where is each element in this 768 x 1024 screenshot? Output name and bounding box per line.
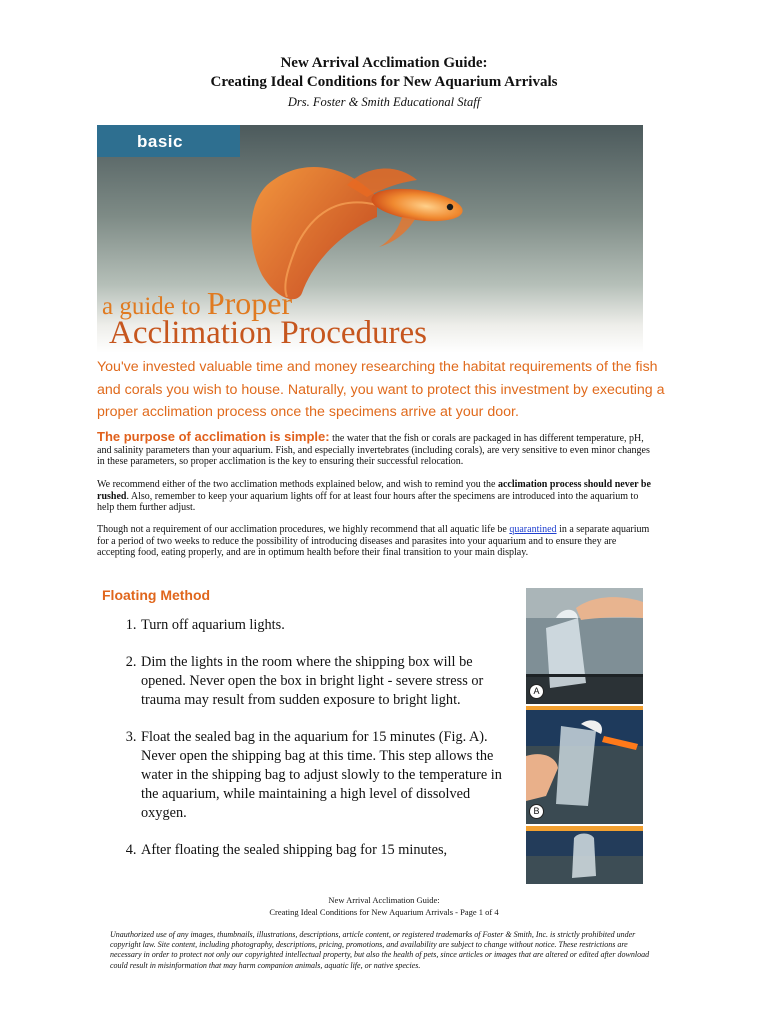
byline: Drs. Foster & Smith Educational Staff (287, 95, 481, 109)
floating-method-heading: Floating Method (102, 587, 211, 603)
document-header (0, 54, 768, 111)
banner-heading-emphasis: Proper (206, 285, 293, 321)
quarantine-text-after: in a separate aquarium for a period of two weeks to reduce the possibility of introducing diseases and parasites into your aquarium and to ensure they are accepting food, eating properly, and are in optimum health before their final transition to your main display. (97, 524, 650, 559)
list-item: 1. Turn off aquarium lights. (140, 616, 518, 635)
quarantine-text-before: Though not a requirement of our acclimation procedures, we highly recommend that all aquatic life be (97, 524, 510, 535)
figure-b-label: B (529, 804, 544, 819)
copyright-disclaimer: Unauthorized use of any images, thumbnails, illustrations, descriptions, article content, or registered trademarks of Foster & Smith, Inc. is strictly prohibited under copyright law. Site content, including photography, descriptions, pricing, promotions, and availability are subject to change without notice. These restrictions are necessary in order to protect not only our copyrighted intellectual property, but also the health of pets, since articles or images that are altered or edited after download could result in misinformation that may harm companion animals, aquatic life, or native species. (110, 930, 650, 970)
purpose-lead: The purpose of acclimation is simple: (97, 429, 330, 444)
recommend-paragraph (97, 479, 657, 514)
basic-tab-label: basic (97, 125, 240, 157)
figure-c-photo (526, 826, 643, 884)
figure-a-label: A (529, 684, 544, 699)
figure-a-photo (526, 588, 643, 704)
recommend-text-after: . Also, remember to keep your aquarium lights off for at least four hours after the specimens are introduced into the aquarium to help them further adjust. (97, 490, 639, 514)
banner-heading-prefix: a guide to (102, 293, 207, 320)
recommend-bold: acclimation process should never be rushed (97, 479, 651, 502)
figure-b-photo (526, 706, 643, 824)
quarantine-paragraph (97, 524, 657, 559)
floating-steps-list (98, 616, 518, 878)
banner-heading-line2: Acclimation Procedures (109, 315, 427, 351)
list-item: 2. Dim the lights in the room where the shipping box will be opened. Never open the box in bright light - severe stress or trauma may result from sudden exposure to bright light. (140, 653, 518, 710)
purpose-paragraph (97, 431, 657, 468)
list-item: 3. Float the sealed bag in the aquarium for 15 minutes (Fig. A). Never open the shipping bag at this time. This step allows the water in the shipping bag to adjust slowly to the temperature in the aquarium, while maintaining a high level of dissolved oxygen. (140, 728, 518, 823)
list-item: 4. After floating the sealed shipping bag for 15 minutes, (140, 841, 518, 860)
recommend-text-before: We recommend either of the two acclimation methods explained below, and wish to remind you the (97, 479, 498, 490)
guide-banner (97, 125, 643, 353)
quarantined-link[interactable]: quarantined (509, 524, 557, 535)
footer-line1: New Arrival Acclimation Guide: (328, 895, 440, 905)
footer-line2: Creating Ideal Conditions for New Aquarium Arrivals - Page 1 of 4 (269, 906, 499, 917)
document-title-line1: New Arrival Acclimation Guide: (280, 55, 488, 71)
intro-paragraph: You've invested valuable time and money researching the habitat requirements of the fish and corals you wish to house. Naturally, you want to protect this investment by executing a proper acclimation process once the specimens arrive at your door. (97, 359, 665, 420)
page-footer (0, 895, 768, 918)
document-title-line2: Creating Ideal Conditions for New Aquarium Arrivals (210, 74, 558, 90)
purpose-text: the water that the fish or corals are packaged in has different temperature, pH, and salinity parameters than your aquarium. Fish, and especially invertebrates (including corals), are very sensitive to even minor changes in these parameters, so proper acclimation is the key to ensuring their successful relocation. (97, 433, 650, 468)
